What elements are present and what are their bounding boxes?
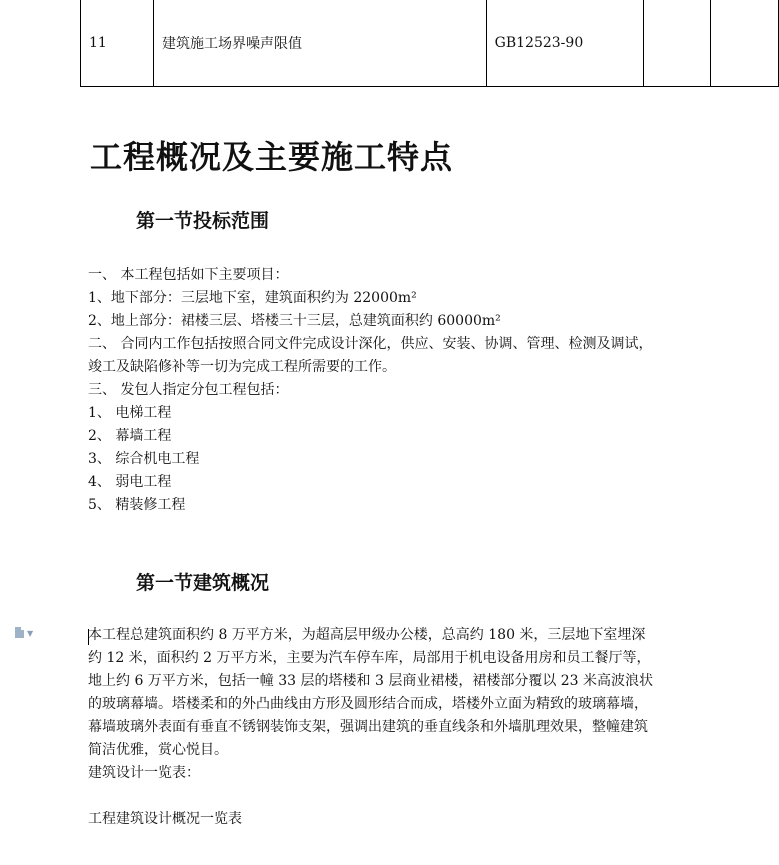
- paragraph-line: 建筑设计一览表：: [88, 765, 200, 781]
- section-heading-bid-scope: 第一节投标范围: [136, 210, 270, 232]
- cell-standard-code: GB12523-90: [486, 0, 643, 87]
- list-item: 三、 发包人指定分包工程包括：: [88, 382, 289, 398]
- list-item: 一、 本工程包括如下主要项目：: [88, 267, 289, 283]
- paragraph-line: 的玻璃幕墙。塔楼柔和的外凸曲线由方形及圆形结合而成，塔楼外立面为精致的玻璃幕墙，: [88, 696, 648, 712]
- paragraph-line: 简洁优雅，赏心悦目。: [88, 742, 228, 758]
- document-icon: [15, 627, 24, 638]
- cell-standard-name: 建筑施工场界噪声限值: [153, 0, 486, 87]
- list-item: 5、 精装修工程: [88, 497, 186, 513]
- list-item: 3、 综合机电工程: [88, 451, 200, 467]
- cell-empty-1: [643, 0, 711, 87]
- list-item: 2、地上部分：裙楼三层、塔楼三十三层，总建筑面积约 60000m²: [88, 313, 501, 329]
- list-item: 2、 幕墙工程: [88, 428, 172, 444]
- building-overview-paragraph[interactable]: [88, 624, 708, 785]
- reference-table: [80, 0, 779, 87]
- paragraph-marker-icon[interactable]: [15, 627, 33, 641]
- list-item: 竣工及缺陷修补等一切为完成工程所需要的工作。: [88, 359, 396, 375]
- paragraph-line: 地上约 6 万平方米，包括一幢 33 层的塔楼和 3 层商业裙楼，裙楼部分覆以 23 米高波浪状: [88, 673, 654, 689]
- table-caption: 工程建筑设计概况一览表: [88, 811, 242, 827]
- paragraph-line: 本工程总建筑面积约 8 万平方米，为超高层甲级办公楼，总高约 180 米，三层地下室埋深: [88, 627, 646, 643]
- table-row: [81, 0, 779, 87]
- section-heading-building-overview: 第一节建筑概况: [136, 572, 270, 594]
- list-item: 1、地下部分：三层地下室，建筑面积约为 22000m²: [88, 290, 417, 306]
- page-title: 工程概况及主要施工特点: [90, 138, 454, 176]
- chevron-down-icon: ▼: [27, 629, 34, 638]
- paragraph-line: 幕墙玻璃外表面有垂直不锈钢装饰支架，强调出建筑的垂直线条和外墙肌理效果，整幢建筑: [88, 719, 648, 735]
- cell-empty-2: [711, 0, 779, 87]
- bid-scope-list: [88, 264, 708, 517]
- list-item: 二、 合同内工作包括按照合同文件完成设计深化，供应、安装、协调、管理、检测及调试，: [88, 336, 653, 352]
- cell-number: 11: [81, 0, 154, 87]
- list-item: 1、 电梯工程: [88, 405, 172, 421]
- list-item: 4、 弱电工程: [88, 474, 172, 490]
- paragraph-line: 约 12 米，面积约 2 万平方米，主要为汽车停车库，局部用于机电设备用房和员工餐厅等，: [88, 650, 651, 666]
